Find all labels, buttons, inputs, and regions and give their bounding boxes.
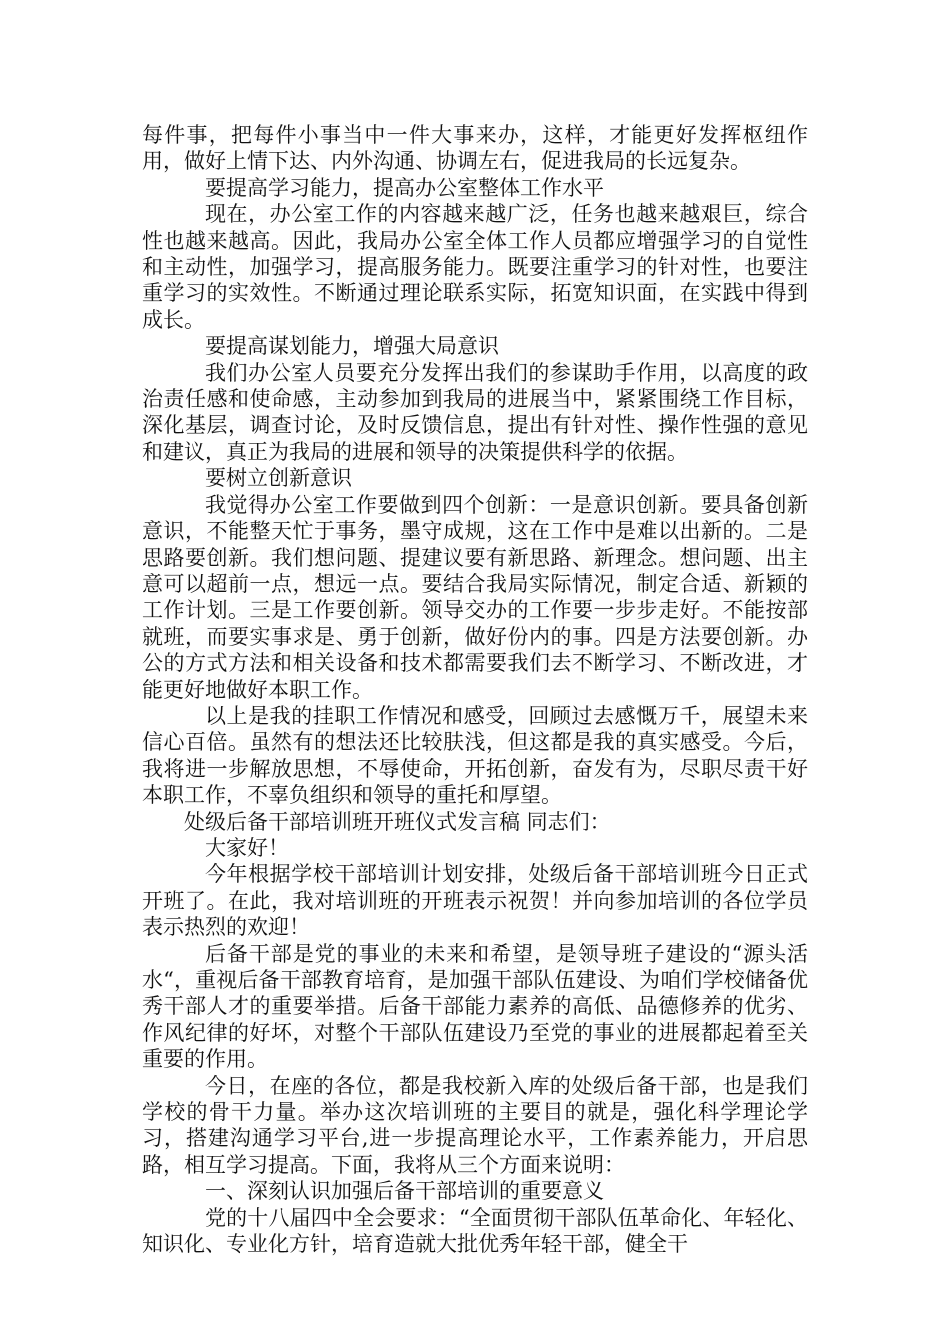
paragraph-reserve-cadres: 后备干部是党的事业的未来和希望，是领导班子建设的“源头活水“，重视后备干部教育培育，是加强干部队伍建设、为咱们学校储备优秀干部人才的重要举措。后备干部能力素养的高低、品德修养的优劣、作风纪律的好坏，对整个干部队伍建设乃至党的事业的进展都起着至关重要的作用。 <box>142 941 808 1072</box>
section-heading-planning: 要提高谋划能力，增强大局意识 <box>205 334 499 359</box>
greeting: 大家好！ <box>205 835 289 860</box>
speech-title: 处级后备干部培训班开班仪式发言稿 同志们： <box>184 809 611 834</box>
paragraph-opening: 今年根据学校干部培训计划安排，处级后备干部培训班今日正式开班了。在此，我对培训班的开班表示祝贺！并向参加培训的各位学员表示热烈的欢迎！ <box>142 862 808 940</box>
section-heading-significance: 一、深刻认识加强后备干部培训的重要意义 <box>205 1179 604 1204</box>
paragraph-purpose: 今日，在座的各位，都是我校新入库的处级后备干部，也是我们学校的骨干力量。举办这次培训班的主要目的就是，强化科学理论学习，搭建沟通学习平台,进一步提高理论水平，工作素养能力，开启思路，相互学习提高。下面，我将从三个方面来说明： <box>142 1073 808 1177</box>
section-heading-learning: 要提高学习能力，提高办公室整体工作水平 <box>205 175 604 200</box>
section-heading-innovation: 要树立创新意识 <box>205 466 352 491</box>
document-body <box>142 122 808 1257</box>
paragraph-continuation: 每件事，把每件小事当中一件大事来办，这样，才能更好发挥枢纽作用，做好上情下达、内外沟通、协调左右，促进我局的长远复杂。 <box>142 123 808 174</box>
paragraph-innovation: 我觉得办公室工作要做到四个创新：一是意识创新。要具备创新意识，不能整天忙于事务，墨守成规，这在工作中是难以出新的。二是思路要创新。我们想问题、提建议要有新思路、新理念。想问题、出主意可以超前一点，想远一点。要结合我局实际情况，制定合适、新颖的工作计划。三是工作要创新。领导交办的工作要一步步走好。不能按部就班，而要实事求是、勇于创新，做好份内的事。四是方法要创新。办公的方式方法和相关设备和技术都需要我们去不断学习、不断改进，才能更好地做好本职工作。 <box>142 492 808 702</box>
paragraph-plenum-requirement: 党的十八届四中全会要求：“全面贯彻干部队伍革命化、年轻化、知识化、专业化方针，培育造就大批优秀年轻干部，健全干 <box>142 1205 808 1257</box>
paragraph-learning: 现在，办公室工作的内容越来越广泛，任务也越来越艰巨，综合性也越来越高。因此，我局办公室全体工作人员都应增强学习的自觉性和主动性，加强学习，提高服务能力。既要注重学习的针对性，也要注重学习的实效性。不断通过理论联系实际，拓宽知识面，在实践中得到成长。 <box>142 202 808 332</box>
paragraph-conclusion: 以上是我的挂职工作情况和感受，回顾过去感慨万千，展望未来信心百倍。虽然有的想法还比较肤浅，但这都是我的真实感受。今后，我将进一步解放思想，不辱使命，开拓创新，奋发有为，尽职尽责干好本职工作，不辜负组织和领导的重托和厚望。 <box>142 703 808 808</box>
paragraph-planning: 我们办公室人员要充分发挥出我们的参谋助手作用，以高度的政治责任感和使命感，主动参加到我局的进展当中，紧紧围绕工作目标，深化基层，调查讨论，及时反馈信息，提出有针对性、操作性强的意见和建议，真正为我局的进展和领导的决策提供科学的依据。 <box>142 360 808 464</box>
